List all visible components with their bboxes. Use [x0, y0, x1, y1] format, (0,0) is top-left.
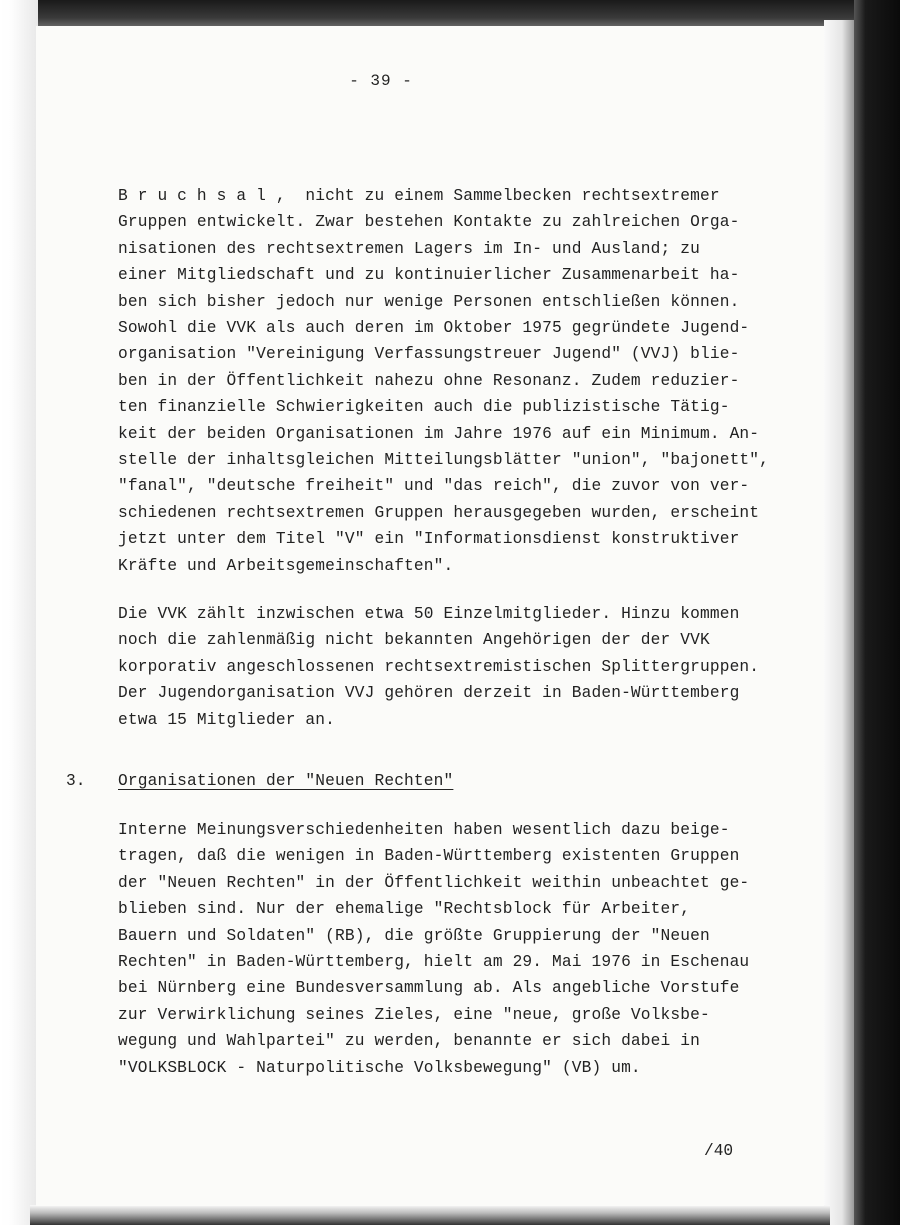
paragraph-vvk-members: Die VVK zählt inzwischen etwa 50 Einzelmitglieder. Hinzu kommen noch die zahlenmäßig nicht bekannten Angehörigen der der VVK korporativ angeschlossenen rechtsextremistischen Splittergruppen. Der Jugendorganisation VVJ gehören derzeit in Baden-Württemberg etwa 15 Mitglieder an. [118, 605, 760, 729]
scan-edge-right [854, 0, 900, 1225]
next-page-marker: /40 [704, 1142, 734, 1160]
paragraph-neue-rechte: Interne Meinungsverschiedenheiten haben wesentlich dazu beige- tragen, daß die wenigen in Baden-Württemberg existenten Gruppen der "Neuen Rechten" in der Öffentlichkeit weithin unbeachtet ge- blieben sind. Nur der ehemalige "Rechtsblock für Arbeiter, Bauern und Soldaten" (RB), die größte Gruppierung der "Neuen Rechten" in Baden-Württemberg, hielt am 29. Mai 1976 in Eschenau bei Nürnberg eine Bundesversammlung ab. Als angebliche Vorstufe zur Verwirklichung seines Zieles, eine "neue, große Volksbe- wegung und Wahlpartei" zu werden, benannte er sich dabei in "VOLKSBLOCK - Naturpolitische Volksbewegung" (VB) um. [118, 821, 750, 1077]
scan-edge-left [0, 0, 38, 1225]
document-page [36, 26, 824, 1206]
page-number: - 39 - [349, 72, 413, 90]
scan-edge-bottom [30, 1205, 830, 1225]
section-heading: Organisationen der "Neuen Rechten" [118, 772, 454, 790]
paragraph-vvk-bruchsal: B r u c h s a l , nicht zu einem Sammelbecken rechtsextremer Gruppen entwickelt. Zwar bestehen Kontakte zu zahlreichen Orga- nisationen des rechtsextremen Lagers im In- und Ausland; zu einer Mitgliedschaft und zu kontinuierlicher Zusammenarbeit ha- ben sich bisher jedoch nur wenige Personen entschließen können. Sowohl die VVK als auch deren im Oktober 1975 gegründete Jugend- organisation "Vereinigung Verfassungstreuer Jugend" (VVJ) blie- ben in der Öffentlichkeit nahezu ohne Resonanz. Zudem reduzier- ten finanzielle Schwierigkeiten auch die publizistische Tätig- keit der beiden Organisationen im Jahre 1976 auf ein Minimum. An- stelle der inhaltsgleichen Mitteilungsblätter "union", "bajonett", "fanal", "deutsche freiheit" und "das reich", die zuvor von ver- schiedenen rechtsextremen Gruppen herausgegeben wurden, erscheint jetzt unter dem Titel "V" ein "Informationsdienst konstruktiver Kräfte und Arbeitsgemeinschaften". [118, 187, 770, 575]
section-number: 3. [66, 772, 86, 790]
